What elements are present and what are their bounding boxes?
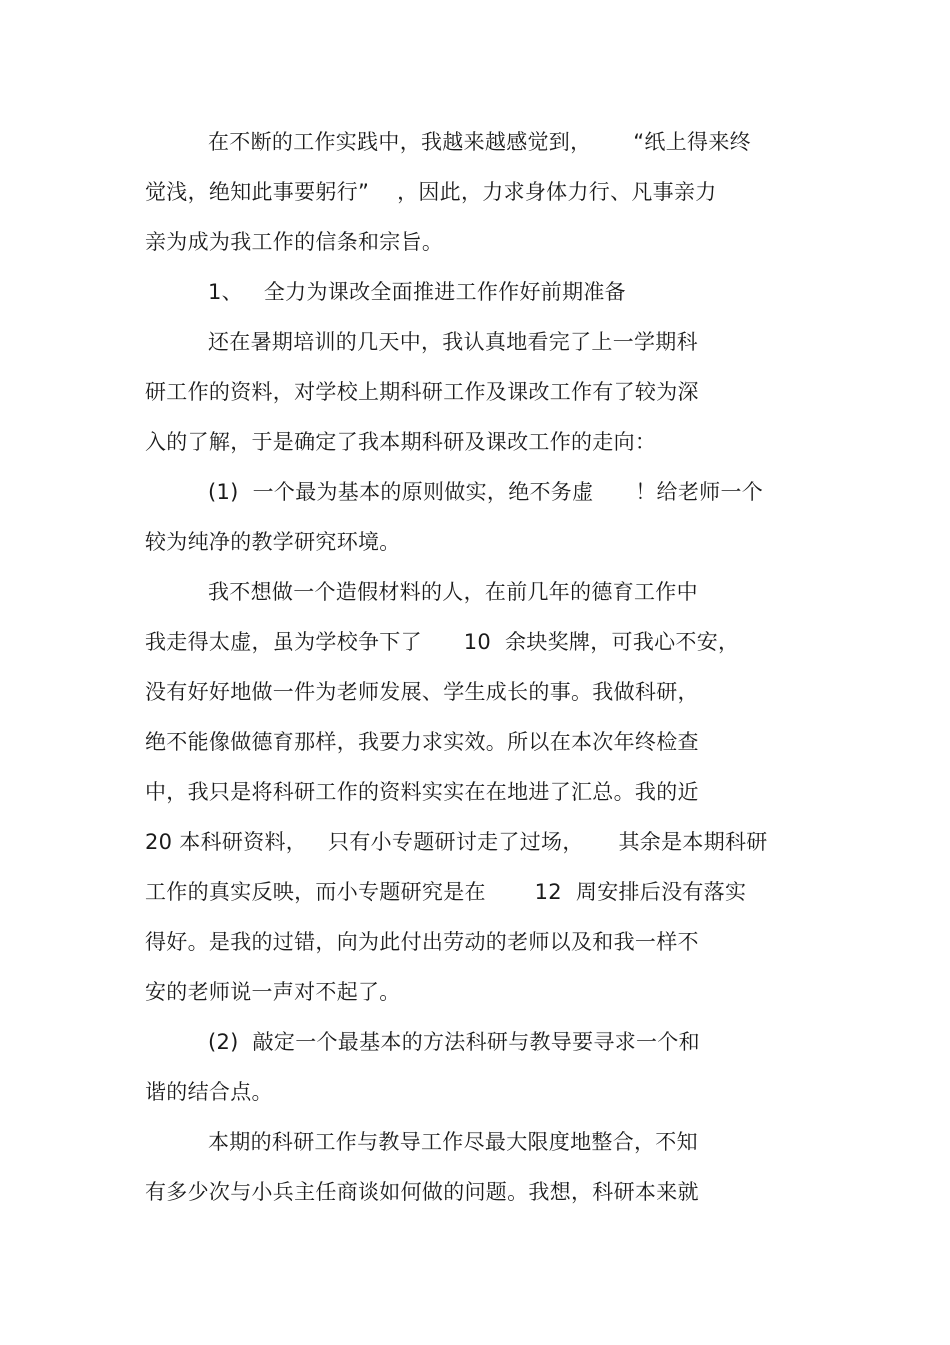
text-line: 研工作的资料，对学校上期科研工作及课改工作有了较为深 bbox=[145, 380, 699, 404]
text-line: 谐的结合点。 bbox=[145, 1080, 273, 1104]
text-line: 觉浅，绝知此事要躬行” ，因此，力求身体力行、凡事亲力 bbox=[145, 180, 717, 204]
text-line: 亲为成为我工作的信条和宗旨。 bbox=[145, 230, 444, 254]
text-line: 中，我只是将科研工作的资料实实在在地进了汇总。我的近 bbox=[145, 780, 699, 804]
text-line: 我不想做一个造假材料的人，在前几年的德育工作中 bbox=[208, 580, 698, 604]
text-line: 我走得太虚，虽为学校争下了 10 余块奖牌，可我心不安， bbox=[145, 630, 740, 654]
text-line: 安的老师说一声对不起了。 bbox=[145, 980, 401, 1004]
text-line: 没有好好地做一件为老师发展、学生成长的事。我做科研， bbox=[145, 680, 699, 704]
text-line: 工作的真实反映，而小专题研究是在 12 周安排后没有落实 bbox=[145, 880, 747, 904]
text-line: 较为纯净的教学研究环境。 bbox=[145, 530, 401, 554]
text-line: 有多少次与小兵主任商谈如何做的问题。我想，科研本来就 bbox=[145, 1180, 699, 1204]
text-line: 本期的科研工作与教导工作尽最大限度地整合，不知 bbox=[208, 1130, 698, 1154]
text-line: 20 本科研资料， 只有小专题研讨走了过场， 其余是本期科研 bbox=[145, 830, 768, 854]
text-line: (2) 敲定一个最基本的方法科研与教导要寻求一个和 bbox=[208, 1030, 700, 1054]
section-heading: 1、 全力为课改全面推进工作作好前期准备 bbox=[208, 280, 626, 304]
text-line: 在不断的工作实践中，我越来越感觉到， “纸上得来终 bbox=[208, 130, 751, 154]
text-line: 还在暑期培训的几天中，我认真地看完了上一学期科 bbox=[208, 330, 698, 354]
text-line: 得好。是我的过错，向为此付出劳动的老师以及和我一样不 bbox=[145, 930, 699, 954]
text-line: 绝不能像做德育那样，我要力求实效。所以在本次年终检查 bbox=[145, 730, 699, 754]
text-line: 入的了解，于是确定了我本期科研及课改工作的走向： bbox=[145, 430, 657, 454]
text-line: (1) 一个最为基本的原则做实，绝不务虚 ！给老师一个 bbox=[208, 480, 764, 504]
